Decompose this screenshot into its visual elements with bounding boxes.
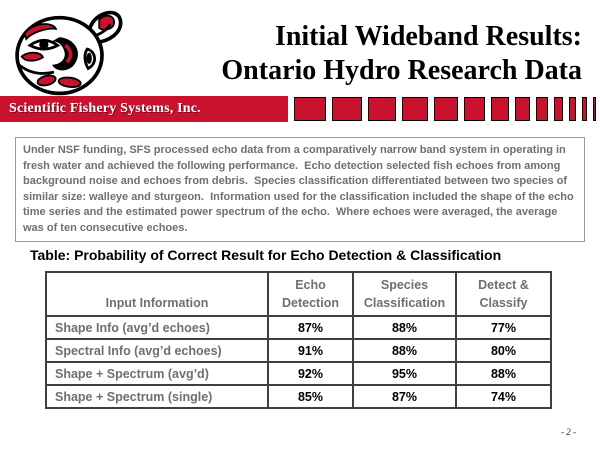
table-cell: 88% xyxy=(353,339,456,362)
table-cell: 74% xyxy=(456,385,551,408)
table-cell: 88% xyxy=(456,362,551,385)
table-header-input-information xyxy=(46,272,268,316)
table-row xyxy=(46,339,551,362)
banner-square xyxy=(569,97,576,121)
page-number: - 2 - xyxy=(561,427,576,437)
banner-square xyxy=(402,97,428,121)
summary-paragraph: Under NSF funding, SFS processed echo data from a comparatively narrow band system in operating in fresh water and achieved the following performance. Echo detection selected fish echoes from among background noise and echoes from debris. Species classification differentiated between two species of similar size: walleye and sturgeon. Information used for the classification included the shape of the echo time series and the estimated power spectrum of the echo. Where echoes were averaged, the average was of ten consecutive echoes. xyxy=(23,144,577,234)
header-line: Classify xyxy=(479,296,528,310)
banner-square xyxy=(464,97,485,121)
slide-title-line1: Initial Wideband Results: xyxy=(274,21,582,52)
banner-squares xyxy=(294,97,596,121)
results-table xyxy=(45,271,552,409)
header-line: Species xyxy=(380,278,429,292)
table-cell: 91% xyxy=(268,339,353,362)
table-header-species-classification xyxy=(353,272,456,316)
banner-square xyxy=(593,97,596,121)
table-header-row xyxy=(46,272,551,316)
company-name: Scientific Fishery Systems, Inc. xyxy=(9,101,201,116)
banner-square xyxy=(368,97,396,121)
row-label: Shape + Spectrum (single) xyxy=(46,385,268,408)
header-line: Input Information xyxy=(105,296,209,310)
banner-square xyxy=(434,97,458,121)
header-line xyxy=(49,276,265,294)
fish-logo-icon xyxy=(6,2,126,98)
table-cell: 95% xyxy=(353,362,456,385)
table-cell: 77% xyxy=(456,316,551,339)
banner-square xyxy=(515,97,530,121)
table-row xyxy=(46,316,551,339)
table-title: Table: Probability of Correct Result for Echo Detection & Classification xyxy=(30,247,502,263)
banner-square xyxy=(491,97,509,121)
table-cell: 80% xyxy=(456,339,551,362)
table-row xyxy=(46,362,551,385)
summary-textbox xyxy=(15,137,585,242)
table-row xyxy=(46,385,551,408)
slide-title xyxy=(221,20,582,88)
banner-square xyxy=(582,97,587,121)
table-cell: 88% xyxy=(353,316,456,339)
row-label: Shape + Spectrum (avg’d) xyxy=(46,362,268,385)
header-line: Detect & xyxy=(478,278,529,292)
header-line: Echo xyxy=(295,278,326,292)
table-cell: 87% xyxy=(268,316,353,339)
header-line: Detection xyxy=(282,296,339,310)
banner xyxy=(0,96,600,122)
slide-title-line2: Ontario Hydro Research Data xyxy=(221,55,582,86)
row-label: Shape Info (avg’d echoes) xyxy=(46,316,268,339)
table-header-echo-detection xyxy=(268,272,353,316)
table-cell: 92% xyxy=(268,362,353,385)
company-logo xyxy=(6,2,126,98)
banner-square xyxy=(554,97,563,121)
banner-square xyxy=(536,97,548,121)
table-cell: 87% xyxy=(353,385,456,408)
banner-square xyxy=(332,97,362,121)
banner-company-bar xyxy=(0,96,288,122)
table-cell: 85% xyxy=(268,385,353,408)
row-label: Spectral Info (avg’d echoes) xyxy=(46,339,268,362)
banner-square xyxy=(294,97,326,121)
table-header-detect-classify xyxy=(456,272,551,316)
header-line: Classification xyxy=(363,296,446,310)
